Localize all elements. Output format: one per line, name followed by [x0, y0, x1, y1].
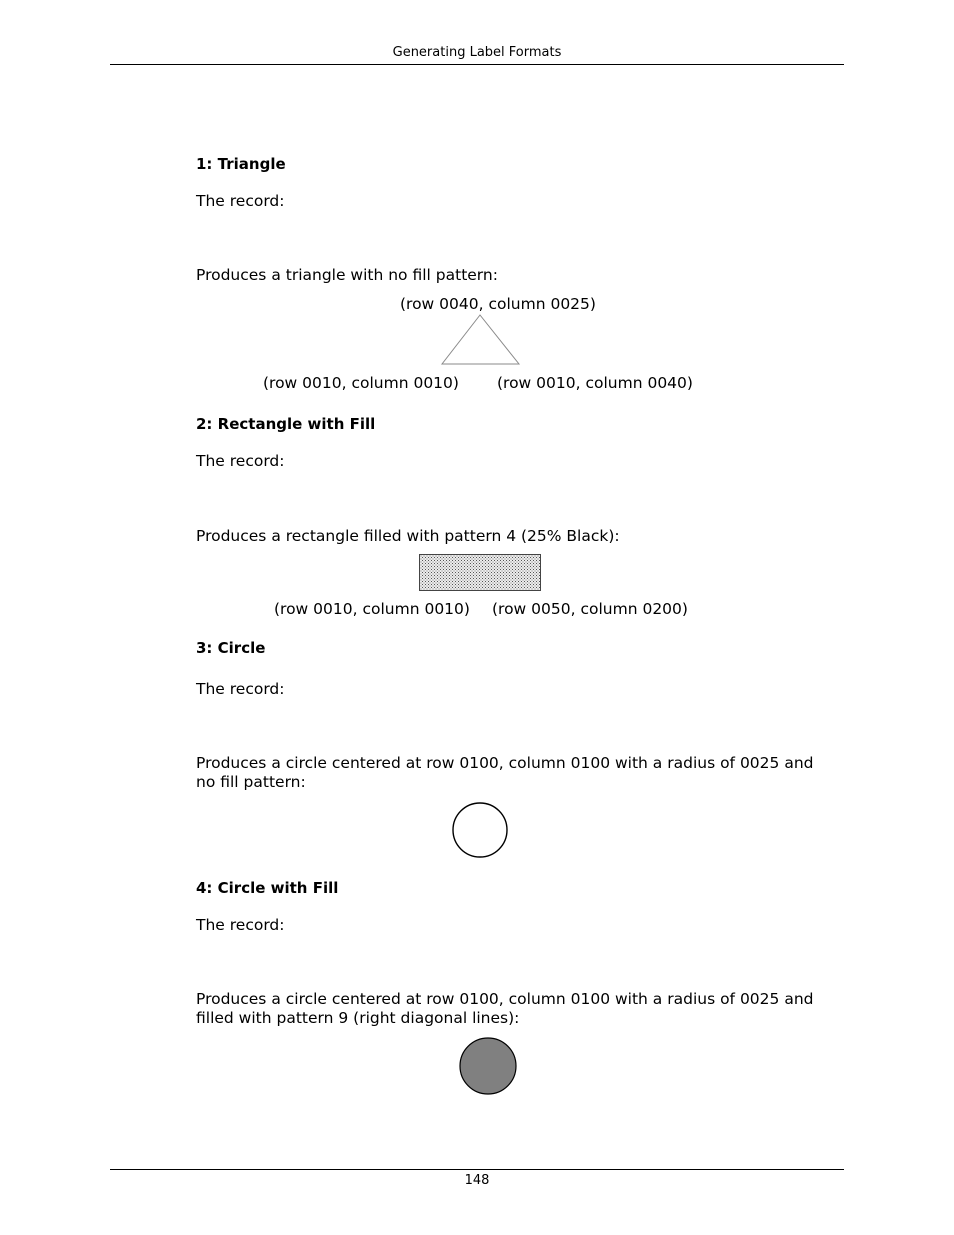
filled-circle-figure [459, 1037, 519, 1097]
section-heading-triangle: 1: Triangle [196, 155, 286, 173]
description-circle: Produces a circle centered at row 0100, column 0100 with a radius of 0025 and no fill pattern: [196, 754, 814, 791]
rectangle-second-corner-label: (row 0050, column 0200) [492, 600, 688, 618]
circle-shape [453, 803, 507, 857]
description-triangle: Produces a triangle with no fill pattern: [196, 266, 498, 284]
record-label-circle-fill: The record: [196, 916, 285, 934]
rectangle-figure [419, 554, 542, 592]
record-label-rectangle: The record: [196, 452, 285, 470]
record-label-triangle: The record: [196, 192, 285, 210]
section-heading-rectangle: 2: Rectangle with Fill [196, 415, 376, 433]
description-rectangle: Produces a rectangle filled with pattern 4 (25% Black): [196, 527, 620, 545]
header-rule [110, 64, 844, 65]
circle-figure [451, 801, 511, 861]
section-heading-circle: 3: Circle [196, 639, 266, 657]
triangle-bottom-left-label: (row 0010, column 0010) [263, 374, 459, 392]
triangle-bottom-right-label: (row 0010, column 0040) [497, 374, 693, 392]
filled-rectangle-shape [420, 555, 541, 591]
rectangle-first-corner-label: (row 0010, column 0010) [274, 600, 470, 618]
filled-circle-shape [460, 1038, 516, 1094]
section-heading-circle-fill: 4: Circle with Fill [196, 879, 339, 897]
footer-rule [110, 1169, 844, 1170]
record-label-circle: The record: [196, 680, 285, 698]
triangle-apex-label: (row 0040, column 0025) [400, 295, 596, 313]
description-circle-fill: Produces a circle centered at row 0100, column 0100 with a radius of 0025 and filled with pattern 9 (right diagonal lines): [196, 990, 814, 1027]
running-header: Generating Label Formats [392, 45, 562, 60]
page-number: 148 [464, 1173, 490, 1188]
triangle-figure [440, 314, 522, 366]
triangle-shape [442, 315, 519, 364]
